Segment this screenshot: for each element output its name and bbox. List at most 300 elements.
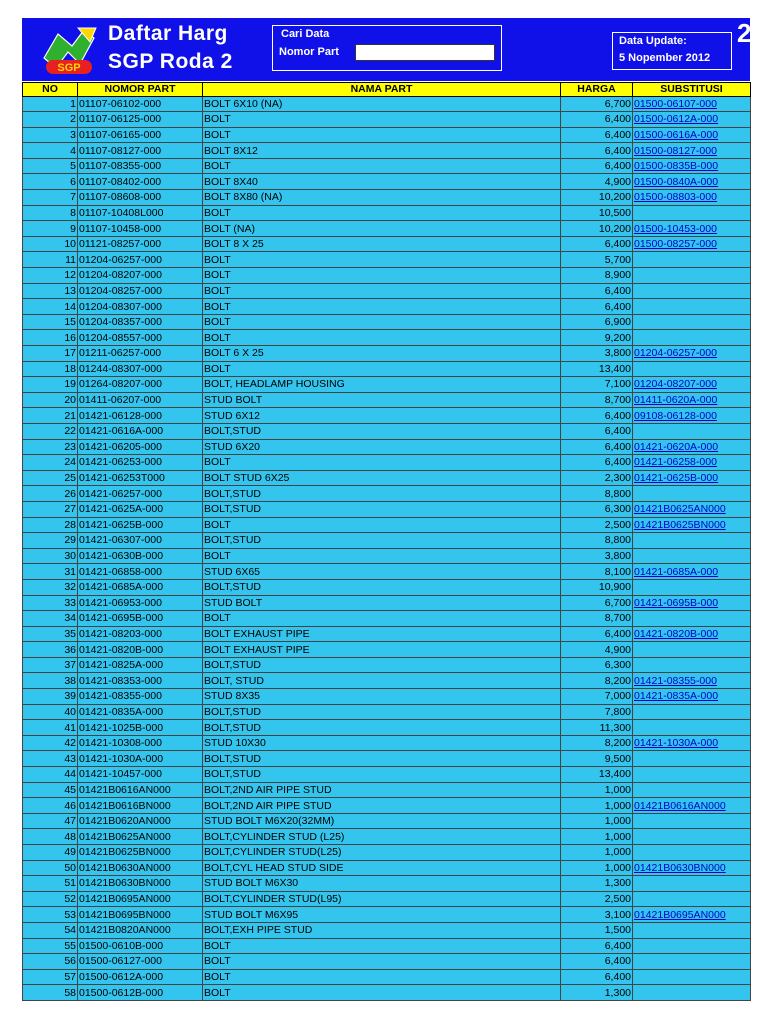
row-number-cell: 45 xyxy=(23,782,78,798)
table-row xyxy=(23,205,751,221)
substitution-link[interactable]: 01421-0835A-000 xyxy=(634,690,719,703)
substitution-cell[interactable] xyxy=(633,689,751,705)
table-row xyxy=(23,938,751,954)
table-row xyxy=(23,517,751,533)
substitution-cell xyxy=(633,969,751,985)
part-number-cell: 01421-06953-000 xyxy=(78,595,203,611)
table-row xyxy=(23,985,751,1001)
price-cell: 10,200 xyxy=(561,190,633,206)
part-name-cell: BOLT,2ND AIR PIPE STUD xyxy=(203,782,561,798)
part-name-cell: BOLT,CYLINDER STUD (L25) xyxy=(203,829,561,845)
part-name-cell: BOLT xyxy=(203,969,561,985)
part-number-cell: 01421-06858-000 xyxy=(78,564,203,580)
price-cell: 6,300 xyxy=(561,657,633,673)
part-name-cell: BOLT xyxy=(203,268,561,284)
price-cell: 8,800 xyxy=(561,533,633,549)
table-row xyxy=(23,611,751,627)
row-number-cell: 14 xyxy=(23,299,78,315)
substitution-link[interactable]: 01500-10453-000 xyxy=(634,222,717,235)
part-number-cell: 01244-08307-000 xyxy=(78,361,203,377)
part-name-cell: BOLT,STUD xyxy=(203,657,561,673)
substitution-link[interactable]: 01500-0612A-000 xyxy=(634,113,719,126)
search-panel xyxy=(272,25,502,71)
part-name-cell: BOLT,STUD xyxy=(203,579,561,595)
substitution-link[interactable]: 01421B0630BN000 xyxy=(634,861,726,874)
part-number-cell: 01107-08127-000 xyxy=(78,143,203,159)
substitution-link[interactable]: 01500-06107-000 xyxy=(634,97,717,110)
table-row xyxy=(23,548,751,564)
price-cell: 6,400 xyxy=(561,127,633,143)
part-name-cell: BOLT,2ND AIR PIPE STUD xyxy=(203,798,561,814)
sgp-logo xyxy=(38,24,100,76)
row-number-cell: 46 xyxy=(23,798,78,814)
price-cell: 6,400 xyxy=(561,283,633,299)
substitution-cell xyxy=(633,579,751,595)
substitution-cell[interactable] xyxy=(633,143,751,159)
table-row xyxy=(23,969,751,985)
substitution-cell[interactable] xyxy=(633,470,751,486)
price-cell: 8,800 xyxy=(561,486,633,502)
part-number-cell: 01421-0630B-000 xyxy=(78,548,203,564)
substitution-cell xyxy=(633,330,751,346)
part-number-cell: 01421-10457-000 xyxy=(78,767,203,783)
table-row xyxy=(23,408,751,424)
price-cell: 4,900 xyxy=(561,642,633,658)
table-row xyxy=(23,907,751,923)
table-row xyxy=(23,813,751,829)
row-number-cell: 21 xyxy=(23,408,78,424)
substitution-cell xyxy=(633,611,751,627)
price-cell: 6,400 xyxy=(561,158,633,174)
row-number-cell: 52 xyxy=(23,891,78,907)
row-number-cell: 1 xyxy=(23,96,78,112)
table-row xyxy=(23,782,751,798)
table-row xyxy=(23,689,751,705)
part-name-cell: BOLT,STUD xyxy=(203,423,561,439)
row-number-cell: 50 xyxy=(23,860,78,876)
table-row xyxy=(23,190,751,206)
column-header-price: HARGA xyxy=(561,83,633,97)
part-name-cell: BOLT STUD 6X25 xyxy=(203,470,561,486)
substitution-cell[interactable] xyxy=(633,735,751,751)
substitution-cell[interactable] xyxy=(633,408,751,424)
part-name-cell: BOLT,CYLINDER STUD(L25) xyxy=(203,845,561,861)
table-row xyxy=(23,377,751,393)
part-name-cell: BOLT xyxy=(203,517,561,533)
page-title-line1: Daftar Harg xyxy=(108,22,228,45)
part-number-cell: 01107-10408L000 xyxy=(78,205,203,221)
row-number-cell: 53 xyxy=(23,907,78,923)
substitution-link[interactable]: 01421-0685A-000 xyxy=(634,565,719,578)
substitution-cell xyxy=(633,938,751,954)
price-cell: 6,400 xyxy=(561,954,633,970)
row-number-cell: 17 xyxy=(23,346,78,362)
column-header-substitution: SUBSTITUSI xyxy=(633,83,751,97)
price-cell: 6,400 xyxy=(561,236,633,252)
substitution-cell[interactable] xyxy=(633,907,751,923)
part-number-cell: 01421-0625B-000 xyxy=(78,517,203,533)
part-number-cell: 01421-0625A-000 xyxy=(78,501,203,517)
price-cell: 7,100 xyxy=(561,377,633,393)
part-number-cell: 01421-0616A-000 xyxy=(78,423,203,439)
row-number-cell: 28 xyxy=(23,517,78,533)
part-name-cell: STUD 6X12 xyxy=(203,408,561,424)
substitution-cell[interactable] xyxy=(633,346,751,362)
substitution-link[interactable]: 01500-08803-000 xyxy=(634,191,717,204)
part-number-cell: 01421-08353-000 xyxy=(78,673,203,689)
price-cell: 6,400 xyxy=(561,299,633,315)
substitution-cell xyxy=(633,704,751,720)
table-row xyxy=(23,501,751,517)
row-number-cell: 19 xyxy=(23,377,78,393)
part-number-cell: 01421B0616AN000 xyxy=(78,782,203,798)
substitution-link[interactable]: 01421-0695B-000 xyxy=(634,596,719,609)
part-number-cell: 01421-0820B-000 xyxy=(78,642,203,658)
row-number-cell: 23 xyxy=(23,439,78,455)
substitution-cell[interactable] xyxy=(633,221,751,237)
update-date: 5 Nopember 2012 xyxy=(619,52,711,64)
table-row xyxy=(23,174,751,190)
price-cell: 6,400 xyxy=(561,455,633,471)
row-number-cell: 40 xyxy=(23,704,78,720)
row-number-cell: 30 xyxy=(23,548,78,564)
part-number-cell: 01421-06205-000 xyxy=(78,439,203,455)
part-number-cell: 01421-1030A-000 xyxy=(78,751,203,767)
part-number-cell: 01421B0620AN000 xyxy=(78,813,203,829)
price-cell: 3,800 xyxy=(561,346,633,362)
substitution-cell[interactable] xyxy=(633,377,751,393)
parts-price-table xyxy=(22,82,751,1001)
substitution-cell xyxy=(633,954,751,970)
table-row xyxy=(23,158,751,174)
part-number-cell: 01421-08355-000 xyxy=(78,689,203,705)
price-cell: 8,200 xyxy=(561,735,633,751)
substitution-link[interactable]: 01421-08355-000 xyxy=(634,674,717,687)
row-number-cell: 22 xyxy=(23,423,78,439)
update-label: Data Update: xyxy=(619,35,687,47)
part-name-cell: BOLT,CYLINDER STUD(L95) xyxy=(203,891,561,907)
substitution-link[interactable]: 01421B0625BN000 xyxy=(634,518,726,531)
substitution-link[interactable]: 01204-08207-000 xyxy=(634,378,717,391)
substitution-link[interactable]: 01421B0616AN000 xyxy=(634,799,726,812)
price-cell: 1,000 xyxy=(561,798,633,814)
row-number-cell: 25 xyxy=(23,470,78,486)
column-header-no: NO xyxy=(23,83,78,97)
table-row xyxy=(23,564,751,580)
part-number-cell: 01264-08207-000 xyxy=(78,377,203,393)
part-number-cell: 01107-08608-000 xyxy=(78,190,203,206)
substitution-link[interactable]: 01421-1030A-000 xyxy=(634,737,719,750)
price-cell: 3,800 xyxy=(561,548,633,564)
row-number-cell: 31 xyxy=(23,564,78,580)
table-row xyxy=(23,236,751,252)
table-row xyxy=(23,392,751,408)
price-cell: 6,400 xyxy=(561,938,633,954)
part-number-cell: 01204-08307-000 xyxy=(78,299,203,315)
row-number-cell: 6 xyxy=(23,174,78,190)
row-number-cell: 33 xyxy=(23,595,78,611)
substitution-cell[interactable] xyxy=(633,517,751,533)
substitution-cell xyxy=(633,922,751,938)
part-number-cell: 01421-10308-000 xyxy=(78,735,203,751)
substitution-cell[interactable] xyxy=(633,501,751,517)
table-row xyxy=(23,735,751,751)
substitution-link[interactable]: 01500-08257-000 xyxy=(634,238,717,251)
substitution-cell[interactable] xyxy=(633,564,751,580)
price-cell: 7,800 xyxy=(561,704,633,720)
part-name-cell: BOLT, STUD xyxy=(203,673,561,689)
page-header xyxy=(0,0,768,82)
price-cell: 7,000 xyxy=(561,689,633,705)
price-cell: 6,900 xyxy=(561,314,633,330)
price-cell: 6,700 xyxy=(561,595,633,611)
substitution-cell[interactable] xyxy=(633,860,751,876)
part-name-cell: BOLT,STUD xyxy=(203,720,561,736)
substitution-link[interactable]: 01500-08127-000 xyxy=(634,144,717,157)
substitution-link[interactable]: 01421B0625AN000 xyxy=(634,503,726,516)
row-number-cell: 3 xyxy=(23,127,78,143)
price-cell: 10,900 xyxy=(561,579,633,595)
part-name-cell: BOLT 8X12 xyxy=(203,143,561,159)
substitution-link[interactable]: 01421-0625B-000 xyxy=(634,472,719,485)
logo-text: SGP xyxy=(57,62,81,74)
column-header-part-number: NOMOR PART xyxy=(78,83,203,97)
substitution-cell xyxy=(633,486,751,502)
part-number-cell: 01121-08257-000 xyxy=(78,236,203,252)
price-cell: 6,400 xyxy=(561,969,633,985)
part-name-cell: BOLT,STUD xyxy=(203,486,561,502)
part-number-cell: 01107-10458-000 xyxy=(78,221,203,237)
row-number-cell: 5 xyxy=(23,158,78,174)
table-row xyxy=(23,268,751,284)
row-number-cell: 41 xyxy=(23,720,78,736)
table-row xyxy=(23,704,751,720)
part-name-cell: BOLT 8 X 25 xyxy=(203,236,561,252)
part-name-cell: BOLT xyxy=(203,252,561,268)
price-cell: 1,000 xyxy=(561,829,633,845)
substitution-cell[interactable] xyxy=(633,673,751,689)
substitution-cell[interactable] xyxy=(633,595,751,611)
price-cell: 1,000 xyxy=(561,845,633,861)
substitution-cell xyxy=(633,782,751,798)
substitution-cell xyxy=(633,361,751,377)
part-number-cell: 01421-0695B-000 xyxy=(78,611,203,627)
part-name-cell: BOLT,STUD xyxy=(203,767,561,783)
table-row xyxy=(23,346,751,362)
table-row xyxy=(23,860,751,876)
table-row xyxy=(23,595,751,611)
substitution-cell xyxy=(633,268,751,284)
part-name-cell: BOLT,STUD xyxy=(203,501,561,517)
substitution-cell xyxy=(633,548,751,564)
row-number-cell: 48 xyxy=(23,829,78,845)
part-number-cell: 01421-06257-000 xyxy=(78,486,203,502)
table-row xyxy=(23,299,751,315)
substitution-cell[interactable] xyxy=(633,392,751,408)
substitution-link[interactable]: 01500-0835B-000 xyxy=(634,160,719,173)
part-name-cell: BOLT xyxy=(203,314,561,330)
substitution-cell xyxy=(633,720,751,736)
table-row xyxy=(23,642,751,658)
data-update-panel xyxy=(612,32,732,70)
part-name-cell: BOLT 8X80 (NA) xyxy=(203,190,561,206)
part-name-cell: BOLT (NA) xyxy=(203,221,561,237)
row-number-cell: 47 xyxy=(23,813,78,829)
table-row xyxy=(23,455,751,471)
substitution-cell xyxy=(633,845,751,861)
part-number-cell: 01421B0630AN000 xyxy=(78,860,203,876)
part-name-cell: BOLT xyxy=(203,127,561,143)
part-name-cell: BOLT xyxy=(203,548,561,564)
price-cell: 8,100 xyxy=(561,564,633,580)
part-name-cell: BOLT,EXH PIPE STUD xyxy=(203,922,561,938)
part-number-cell: 01421-06307-000 xyxy=(78,533,203,549)
substitution-cell[interactable] xyxy=(633,96,751,112)
part-number-cell: 01421-1025B-000 xyxy=(78,720,203,736)
row-number-cell: 35 xyxy=(23,626,78,642)
substitution-cell xyxy=(633,829,751,845)
substitution-cell[interactable] xyxy=(633,174,751,190)
row-number-cell: 16 xyxy=(23,330,78,346)
row-number-cell: 8 xyxy=(23,205,78,221)
search-title: Cari Data xyxy=(281,28,330,40)
substitution-cell[interactable] xyxy=(633,455,751,471)
part-number-cell: 01421-08203-000 xyxy=(78,626,203,642)
substitution-cell xyxy=(633,751,751,767)
part-number-cell: 01204-08257-000 xyxy=(78,283,203,299)
table-row xyxy=(23,829,751,845)
substitution-cell[interactable] xyxy=(633,158,751,174)
row-number-cell: 32 xyxy=(23,579,78,595)
substitution-link[interactable]: 01421-0620A-000 xyxy=(634,440,719,453)
table-row xyxy=(23,626,751,642)
part-name-cell: STUD 6X65 xyxy=(203,564,561,580)
table-row xyxy=(23,579,751,595)
part-number-cell: 01107-06165-000 xyxy=(78,127,203,143)
substitution-cell[interactable] xyxy=(633,236,751,252)
substitution-cell xyxy=(633,205,751,221)
part-number-cell: 01500-0612B-000 xyxy=(78,985,203,1001)
table-row xyxy=(23,954,751,970)
substitution-link[interactable]: 01500-0616A-000 xyxy=(634,128,719,141)
row-number-cell: 56 xyxy=(23,954,78,970)
part-name-cell: BOLT 8X40 xyxy=(203,174,561,190)
substitution-cell xyxy=(633,314,751,330)
substitution-cell[interactable] xyxy=(633,626,751,642)
substitution-link[interactable]: 09108-06128-000 xyxy=(634,409,717,422)
part-number-cell: 01204-08357-000 xyxy=(78,314,203,330)
price-cell: 13,400 xyxy=(561,767,633,783)
row-number-cell: 39 xyxy=(23,689,78,705)
part-name-cell: BOLT EXHAUST PIPE xyxy=(203,642,561,658)
substitution-link[interactable]: 01204-06257-000 xyxy=(634,347,717,360)
part-name-cell: BOLT xyxy=(203,455,561,471)
row-number-cell: 12 xyxy=(23,268,78,284)
part-name-cell: BOLT xyxy=(203,361,561,377)
part-name-cell: BOLT 6X10 (NA) xyxy=(203,96,561,112)
price-cell: 10,200 xyxy=(561,221,633,237)
row-number-cell: 51 xyxy=(23,876,78,892)
table-row xyxy=(23,533,751,549)
price-cell: 6,300 xyxy=(561,501,633,517)
part-name-cell: STUD BOLT M6X95 xyxy=(203,907,561,923)
row-number-cell: 49 xyxy=(23,845,78,861)
substitution-link[interactable]: 01411-0620A-000 xyxy=(634,394,718,407)
part-number-search-input[interactable] xyxy=(355,44,495,61)
substitution-link[interactable]: 01421-06258-000 xyxy=(634,456,717,469)
part-number-cell: 01411-06207-000 xyxy=(78,392,203,408)
table-row xyxy=(23,470,751,486)
substitution-cell xyxy=(633,299,751,315)
price-cell: 2,500 xyxy=(561,891,633,907)
row-number-cell: 57 xyxy=(23,969,78,985)
price-cell: 6,400 xyxy=(561,112,633,128)
page-title-line2: SGP Roda 2 xyxy=(108,50,233,73)
substitution-link[interactable]: 01500-0840A-000 xyxy=(634,175,719,188)
row-number-cell: 38 xyxy=(23,673,78,689)
row-number-cell: 44 xyxy=(23,767,78,783)
part-number-cell: 01421B0820AN000 xyxy=(78,922,203,938)
row-number-cell: 20 xyxy=(23,392,78,408)
title-banner xyxy=(22,18,750,81)
row-number-cell: 10 xyxy=(23,236,78,252)
column-header-part-name: NAMA PART xyxy=(203,83,561,97)
part-name-cell: BOLT,STUD xyxy=(203,751,561,767)
table-row xyxy=(23,361,751,377)
substitution-cell xyxy=(633,813,751,829)
substitution-cell xyxy=(633,423,751,439)
price-cell: 3,100 xyxy=(561,907,633,923)
table-row xyxy=(23,922,751,938)
substitution-link[interactable]: 01421-0820B-000 xyxy=(634,627,719,640)
substitution-link[interactable]: 01421B0695AN000 xyxy=(634,908,726,921)
price-cell: 8,700 xyxy=(561,392,633,408)
table-row xyxy=(23,283,751,299)
substitution-cell[interactable] xyxy=(633,127,751,143)
part-name-cell: BOLT xyxy=(203,985,561,1001)
table-row xyxy=(23,439,751,455)
table-row xyxy=(23,751,751,767)
table-row xyxy=(23,314,751,330)
substitution-cell[interactable] xyxy=(633,112,751,128)
price-cell: 6,400 xyxy=(561,143,633,159)
substitution-cell xyxy=(633,891,751,907)
price-cell: 13,400 xyxy=(561,361,633,377)
part-name-cell: BOLT xyxy=(203,299,561,315)
price-cell: 6,400 xyxy=(561,626,633,642)
part-name-cell: BOLT xyxy=(203,938,561,954)
price-cell: 10,500 xyxy=(561,205,633,221)
part-name-cell: STUD 6X20 xyxy=(203,439,561,455)
row-number-cell: 54 xyxy=(23,922,78,938)
substitution-cell[interactable] xyxy=(633,190,751,206)
substitution-cell[interactable] xyxy=(633,439,751,455)
part-name-cell: BOLT xyxy=(203,611,561,627)
row-number-cell: 55 xyxy=(23,938,78,954)
substitution-cell[interactable] xyxy=(633,798,751,814)
substitution-cell xyxy=(633,533,751,549)
price-cell: 9,200 xyxy=(561,330,633,346)
table-row xyxy=(23,876,751,892)
part-number-cell: 01421B0616BN000 xyxy=(78,798,203,814)
table-row xyxy=(23,845,751,861)
price-cell: 4,900 xyxy=(561,174,633,190)
row-number-cell: 15 xyxy=(23,314,78,330)
part-number-cell: 01421-0685A-000 xyxy=(78,579,203,595)
part-name-cell: BOLT xyxy=(203,158,561,174)
table-row xyxy=(23,143,751,159)
part-number-cell: 01421-0835A-000 xyxy=(78,704,203,720)
